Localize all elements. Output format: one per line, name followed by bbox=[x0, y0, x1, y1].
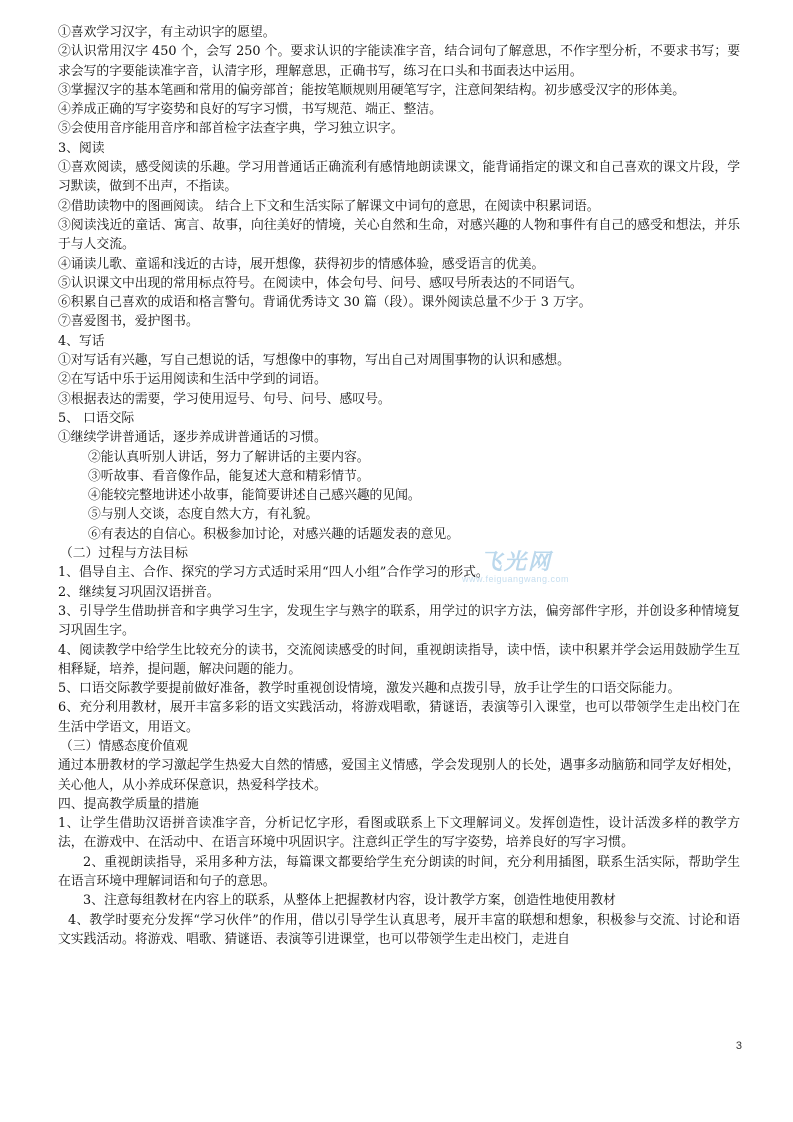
paragraph: ③听故事、看音像作品，能复述大意和精彩情节。 bbox=[88, 468, 370, 484]
paragraph: 1、倡导自主、合作、探究的学习方式适时采用“四人小组”合作学习的形式。 bbox=[58, 565, 489, 581]
paragraph: ②借助读物中的图画阅读。 结合上下文和生活实际了解课文中词句的意思，在阅读中积累词语。 bbox=[58, 198, 600, 214]
paragraph: ⑤认识课文中出现的常用标点符号。在阅读中，体会句号、问号、感叹号所表达的不同语气。 bbox=[58, 275, 583, 291]
paragraph: ①喜欢阅读，感受阅读的乐趣。学习用普通话正确流利有感情地朗读课文，能背诵指定的课文和自己喜欢的课文片段，学习默读，做到不出声，不指读。 bbox=[58, 160, 740, 195]
paragraph: 4、写话 bbox=[58, 333, 105, 349]
paragraph: ①喜欢学习汉字，有主动识字的愿望。 bbox=[58, 25, 276, 40]
paragraph: （二）过程与方法目标 bbox=[60, 546, 188, 562]
paragraph: ③阅读浅近的童话、寓言、故事，向往美好的情境，关心自然和生命，对感兴趣的人物和事件有自己的感受和想法，并乐于与人交流。 bbox=[58, 217, 740, 253]
paragraph: ③根据表达的需要，学习使用逗号、句号、问号、感叹号。 bbox=[58, 391, 391, 407]
page-number: 3 bbox=[735, 1040, 742, 1052]
paragraph: ②能认真听别人讲话，努力了解讲话的主要内容。 bbox=[88, 449, 370, 465]
paragraph: ⑦喜爱图书，爱护图书。 bbox=[58, 314, 199, 330]
paragraph: ①继续学讲普通话，逐步养成讲普通话的习惯。 bbox=[58, 430, 327, 446]
paragraph: ③掌握汉字的基本笔画和常用的偏旁部首；能按笔顺规则用硬笔写字，注意间架结构。初步感受汉字的形体美。 bbox=[58, 82, 686, 98]
paragraph: （三）情感态度价值观 bbox=[60, 738, 188, 754]
paragraph: 2、重视朗读指导，采用多种方法，每篇课文都要给学生充分朗读的时间，充分利用插图，联系生活实际，帮助学生在语言环境中理解词语和句子的意思。 bbox=[58, 854, 740, 890]
paragraph: 4、阅读教学中给学生比较充分的读书，交流阅读感受的时间，重视朗读指导，读中悟，读中积累并学会运用鼓励学生互相释疑，培养，提问题，解决问题的能力。 bbox=[58, 642, 740, 677]
watermark-text: 飞光网 bbox=[480, 550, 553, 575]
paragraph: ④养成正确的写字姿势和良好的写字习惯，书写规范、端正、整洁。 bbox=[58, 102, 442, 118]
document-body bbox=[58, 23, 740, 949]
paragraph: 1、让学生借助汉语拼音读准字音，分析记忆字形，看图或联系上下文理解词义。发挥创造性，设计活泼多样的教学方法，在游戏中、在活动中、在语言环境中巩固识字。注意纠正学生的写字姿势，培养良好的写字习惯。 bbox=[58, 816, 740, 851]
paragraph: 2、继续复习巩固汉语拼音。 bbox=[58, 584, 220, 600]
paragraph: 5、 口语交际 bbox=[58, 410, 135, 426]
paragraph: 四、提高教学质量的措施 bbox=[58, 796, 199, 812]
paragraph: 5、口语交际教学要提前做好准备，教学时重视创设情境，激发兴趣和点拨引导，放手让学生的口语交际能力。 bbox=[58, 681, 681, 697]
paragraph: 通过本册教材的学习激起学生热爱大自然的情感，爱国主义情感，学会发现别人的长处，遇事多动脑筋和同学友好相处，关心他人，从小养成环保意识，热爱科学技术。 bbox=[58, 758, 740, 793]
paragraph: ①对写话有兴趣，写自己想说的话，写想像中的事物，写出自己对周围事物的认识和感想。 bbox=[58, 353, 570, 369]
paragraph: 3、引导学生借助拼音和字典学习生字，发现生字与熟字的联系，用学过的识字方法，偏旁部件字形，并创设多种情境复习巩固生字。 bbox=[58, 603, 740, 639]
paragraph: ②认识常用汉字 450 个，会写 250 个。要求认识的字能读准字音，结合词句了解意思，不作字型分析，不要求书写；要求会写的字要能读准字音，认清字形，理解意思，正确书写，练习在口头和书面表达中运用。 bbox=[58, 44, 740, 79]
paragraph: 3、注意每组教材在内容上的联系，从整体上把握教材内容，设计教学方案，创造性地使用教材 bbox=[83, 893, 616, 909]
paragraph: ⑤会使用音序能用音序和部首检字法查字典，学习独立识字。 bbox=[58, 121, 404, 137]
paragraph: ⑥积累自己喜欢的成语和格言警句。背诵优秀诗文 30 篇（段）。课外阅读总量不少于 3 万字。 bbox=[58, 295, 592, 311]
paragraph: 6、充分利用教材，展开丰富多彩的语文实践活动，将游戏唱歌，猜谜语，表演等引入课堂，也可以带领学生走出校门在生活中学语文，用语文。 bbox=[58, 700, 740, 735]
paragraph: ⑥有表达的自信心。积极参加讨论，对感兴趣的话题发表的意见。 bbox=[88, 526, 460, 542]
paragraph: ④能较完整地讲述小故事，能简要讲述自己感兴趣的见闻。 bbox=[88, 488, 421, 504]
paragraph: ④诵读儿歌、童谣和浅近的古诗，展开想像，获得初步的情感体验，感受语言的优美。 bbox=[58, 256, 545, 272]
watermark-url: www.feiguangwang.com bbox=[462, 574, 570, 584]
paragraph: ⑤与别人交谈，态度自然大方，有礼貌。 bbox=[88, 507, 319, 523]
paragraph: 4、教学时要充分发挥“学习伙伴”的作用，借以引导学生认真思考，展开丰富的联想和想象，积极参与交流、讨论和语文实践活动。将游戏、唱歌、猜谜语、表演等引进课堂，也可以带领学生走出校门，走进自 bbox=[58, 912, 740, 947]
paragraph: ②在写话中乐于运用阅读和生活中学到的词语。 bbox=[58, 372, 327, 388]
paragraph: 3、阅读 bbox=[58, 140, 105, 156]
